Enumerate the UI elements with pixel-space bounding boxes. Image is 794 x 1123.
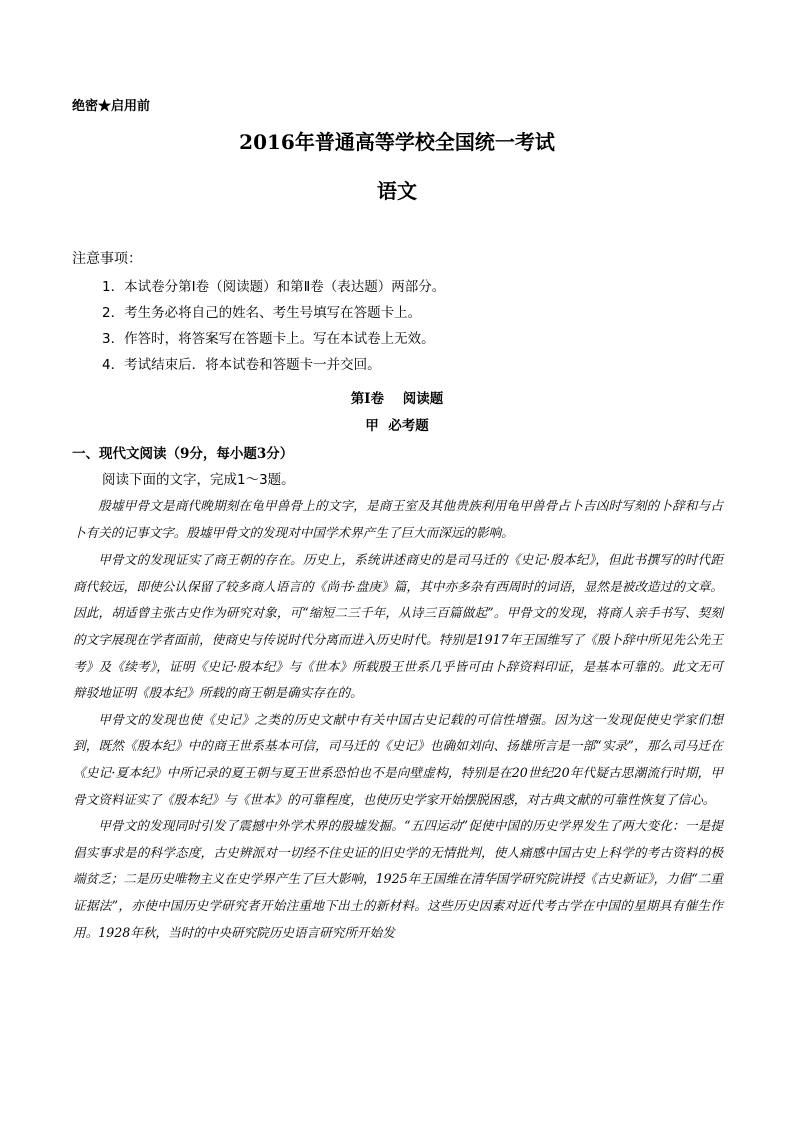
notice-heading: 注意事项： [72, 251, 142, 267]
passage-paragraph: 殷墟甲骨文是商代晚期刻在龟甲兽骨上的文字，是商王室及其他贵族利用龟甲兽骨占卜吉凶时写刻的卜辞和与占卜有关的记事文字。殷墟甲骨文的发现对中国学术界产生了巨大而深远的影响。 [73, 498, 723, 540]
passage-paragraph: 甲骨文的发现证实了商王朝的存在。历史上，系统讲述商史的是司马迁的《史记·殷本纪》，但此书撰写的时代距商代较远，即使公认保留了较多商人语言的《尚书·盘庚》篇，其中亦多杂有西周时的词语，显然是被改造过的文章。因此，胡适曾主张古史作为研究对象，可“缩短二三千年，从诗三百篇做起”。甲骨文的发现，将商人亲手书写、契刻的文字展现在学者面前，使商史与传说时代分离而进入历史时代。特别是1917年王国维写了《殷卜辞中所见先公先王考》及《续考》，证明《史记·殷本纪》与《世本》所载殷王世系几乎皆可由卜辞资料印证，是基本可靠的。此文无可辩驳地证明《殷本纪》所载的商王朝是确实存在的。 [73, 552, 723, 701]
notice-item: 2．考生务必将自己的姓名、考生号填写在答题卡上。 [102, 305, 422, 321]
notice-item: 3．作答时，将答案写在答题卡上。写在本试卷上无效。 [102, 331, 435, 347]
confidential-mark: 绝密★启用前 [72, 99, 151, 114]
passage-paragraph: 甲骨文的发现也使《史记》之类的历史文献中有关中国古史记载的可信性增强。因为这一发现促使史学家们想到，既然《殷本纪》中的商王世系基本可信，司马迁的《史记》也确如刘向、扬雄所言是一部“实录”，那么司马迁在《史记·夏本纪》中所记录的夏王朝与夏王世系恐怕也不是向壁虚构，特别是在20世纪20年代疑古思潮流行时期，甲骨文资料证实了《殷本纪》与《世本》的可靠程度，也使历史学家开始摆脱困惑，对古典文献的可靠性恢复了信心。 [73, 711, 723, 807]
notice-item: 4．考试结束后．将本试卷和答题卡一并交回。 [102, 357, 381, 373]
sub-heading: 甲 必考题 [365, 418, 429, 434]
reading-passage [73, 493, 723, 946]
exam-title: 2016年普通高等学校全国统一考试 [239, 130, 555, 154]
reading-instruction: 阅读下面的文字，完成1～3题。 [102, 472, 295, 488]
section-heading: 一、现代文阅读（9分，每小题3分） [72, 446, 294, 462]
part-heading: 第Ⅰ卷 阅读题 [350, 391, 444, 407]
notice-item: 1．本试卷分第Ⅰ卷（阅读题）和第Ⅱ卷（表达题）两部分。 [102, 279, 446, 295]
passage-paragraph: 甲骨文的发现同时引发了震撼中外学术界的殷墟发掘。“五四运动”促使中国的历史学界发生了两大变化：一是提倡实事求是的科学态度，古史辨派对一切经不住史证的旧史学的无情批判，使人痛感中国古史上科学的考古资料的极端贫乏；二是历史唯物主义在史学界产生了巨大影响，1925年王国维在清华国学研究院讲授《古史新证》，力倡“二重证据法”，亦使中国历史学研究者开始注重地下出土的新材料。这些历史因素对近代考古学在中国的星期具有催生作用。1928年秋，当时的中央研究院历史语言研究所开始发 [73, 818, 723, 940]
notice-list [102, 279, 445, 383]
exam-subject: 语文 [377, 179, 417, 203]
